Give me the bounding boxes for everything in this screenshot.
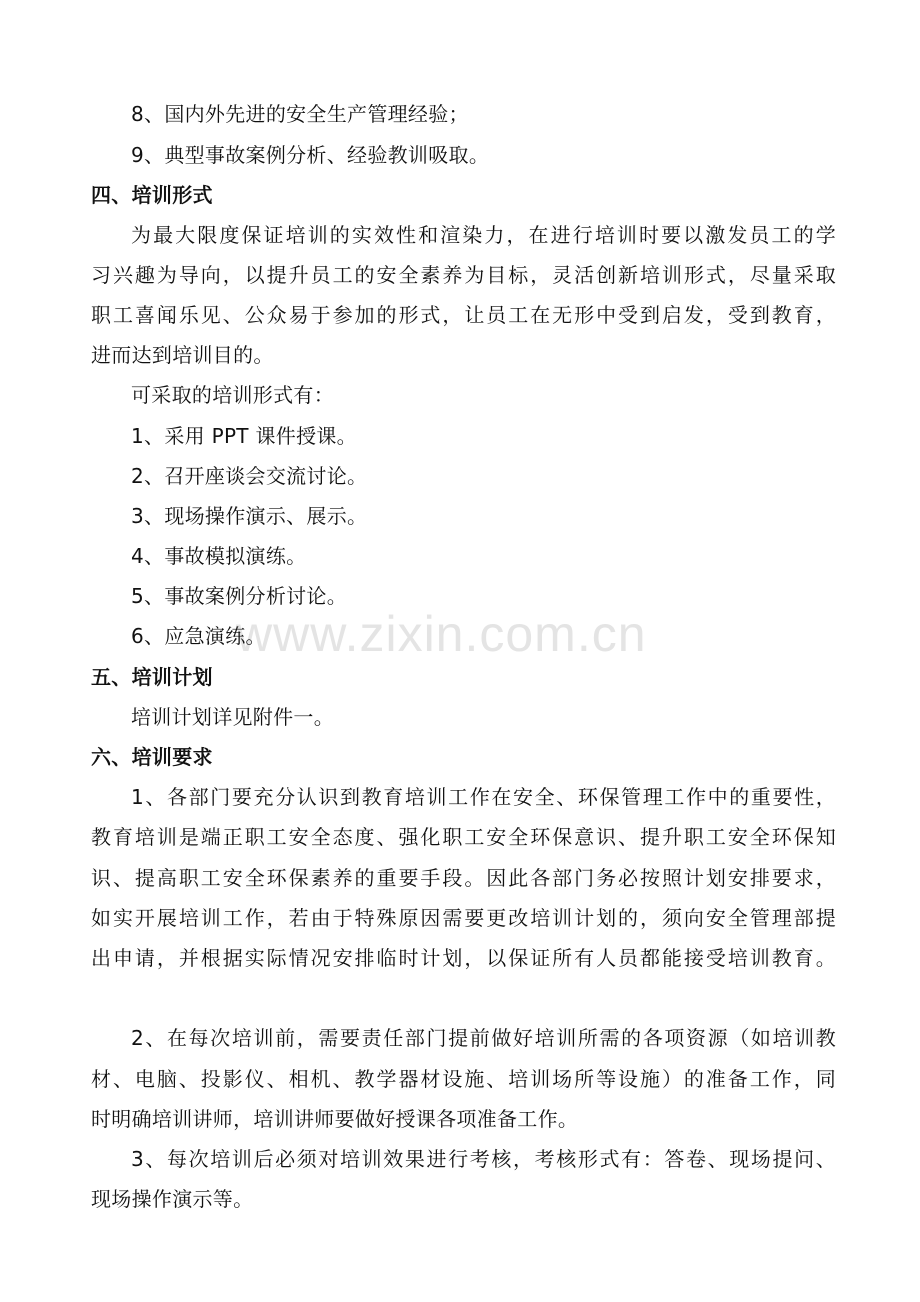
list-item: 8、国内外先进的安全生产管理经验； [131,102,469,126]
paragraph-line: 如实开展培训工作，若由于特殊原因需要更改培训计划的，须向安全管理部提 [91,906,836,930]
list-item: 3、现场操作演示、展示。 [131,504,368,528]
list-item: 9、典型事故案例分析、经验教训吸取。 [131,143,490,167]
paragraph-line: 1、各部门要充分认识到教育培训工作在安全、环保管理工作中的重要性， [131,785,836,809]
paragraph-line: 进而达到培训目的。 [91,343,274,367]
paragraph-line: 为最大限度保证培训的实效性和渲染力，在进行培训时要以激发员工的学 [131,223,836,247]
section-heading: 六、培训要求 [91,745,213,769]
paragraph-line: 可采取的培训形式有： [131,383,334,407]
section-heading: 四、培训形式 [91,183,213,207]
list-item: 2、召开座谈会交流讨论。 [131,464,368,488]
paragraph-line: 时明确培训讲师，培训讲师要做好授课各项准备工作。 [91,1107,579,1131]
paragraph-line: 材、电脑、投影仪、相机、教学器材设施、培训场所等设施）的准备工作，同 [91,1067,836,1091]
paragraph-line: 现场操作演示等。 [91,1187,254,1211]
paragraph-line: 培训计划详见附件一。 [131,705,334,729]
paragraph-line: 教育培训是端正职工安全态度、强化职工安全环保意识、提升职工安全环保知 [91,825,836,849]
paragraph-line: 识、提高职工安全环保素养的重要手段。因此各部门务必按照计划安排要求， [91,866,836,890]
paragraph-line: 职工喜闻乐见、公众易于参加的形式，让员工在无形中受到启发，受到教育， [91,303,836,327]
paragraph-line: 出申请，并根据实际情况安排临时计划，以保证所有人员都能接受培训教育。 [91,946,836,970]
list-item: 1、采用 PPT 课件授课。 [131,424,357,448]
list-item: 4、事故模拟演练。 [131,544,307,568]
paragraph-line: 3、每次培训后必须对培训效果进行考核，考核形式有：答卷、现场提问、 [131,1147,836,1171]
watermark-text: www.zixin.com.cn [236,606,647,662]
paragraph-line: 2、在每次培训前，需要责任部门提前做好培训所需的各项资源（如培训教 [131,1026,836,1050]
section-heading: 五、培训计划 [91,665,213,689]
paragraph-line: 习兴趣为导向，以提升员工的安全素养为目标，灵活创新培训形式，尽量采取 [91,263,836,287]
list-item: 5、事故案例分析讨论。 [131,584,348,608]
list-item: 6、应急演练。 [131,624,266,648]
